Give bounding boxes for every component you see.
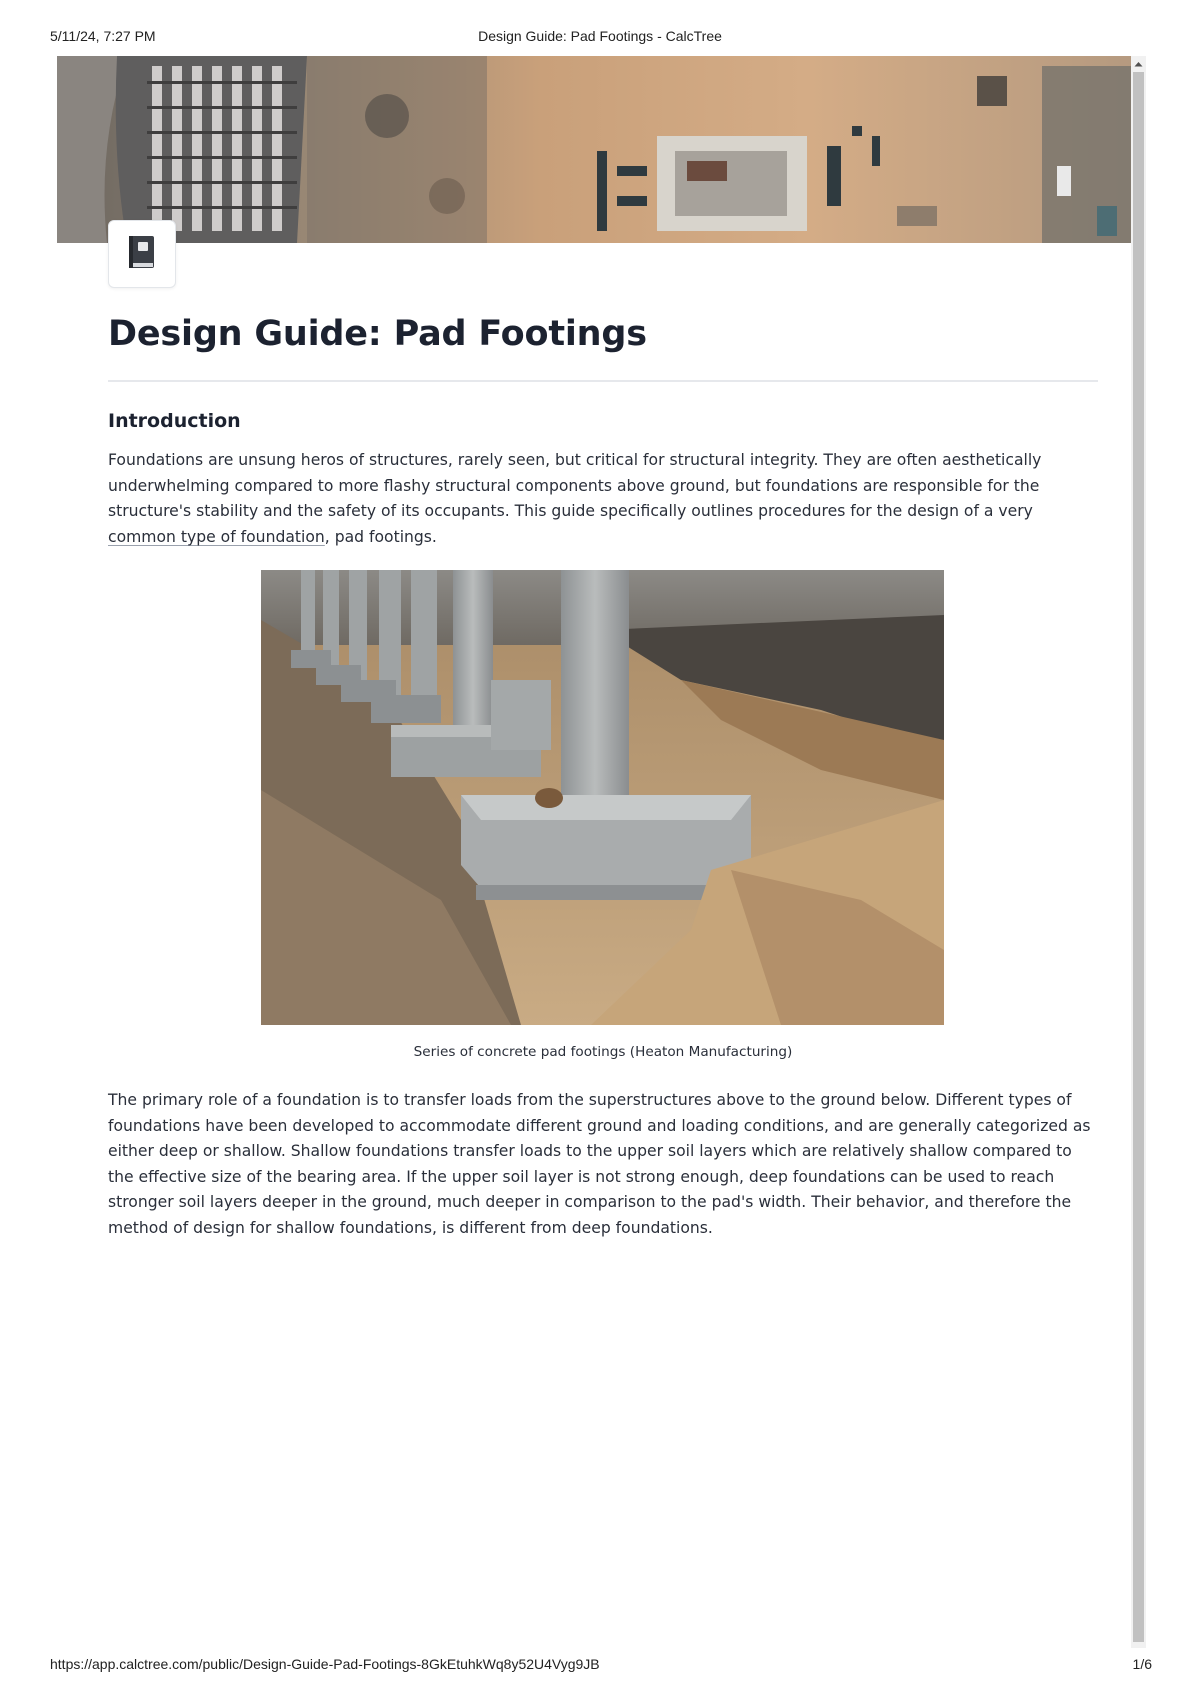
common-foundation-link[interactable]: common type of foundation	[108, 527, 325, 546]
title-divider	[108, 380, 1098, 382]
print-page-number: 1/6	[1132, 1656, 1152, 1672]
print-footer	[0, 1656, 1200, 1676]
page-title: Design Guide: Pad Footings	[108, 314, 647, 354]
page-icon-tile	[108, 220, 176, 288]
book-icon	[127, 235, 157, 273]
figure-caption: Series of concrete pad footings (Heaton Manufacturing)	[413, 1044, 793, 1060]
print-tab-title: Design Guide: Pad Footings - CalcTree	[478, 28, 722, 44]
cover-banner-image	[57, 56, 1131, 243]
print-header	[0, 28, 1200, 48]
pad-footings-photo	[261, 570, 944, 1025]
scrollbar-thumb[interactable]	[1133, 72, 1144, 1642]
intro-text-end: , pad footings.	[324, 527, 437, 546]
body-paragraph: The primary role of a foundation is to transfer loads from the superstructures above to the ground below. Different types of foundations have been developed to accommodate different ground and loading conditions, and are generally categorized as either deep or shallow. Shallow foundations transfer loads to the upper soil layers which are relatively shallow compared to the effective size of the bearing area. If the upper soil layer is not strong enough, deep foundations can be used to reach stronger soil layers deeper in the ground, much deeper in comparison to the pad's width. Their behavior, and therefore the method of design for shallow foundations, is different from deep foundations.	[108, 1091, 1091, 1237]
vertical-scrollbar[interactable]	[1131, 56, 1146, 1648]
intro-text: Foundations are unsung heros of structures, rarely seen, but critical for structural integrity. They are often aesthetically underwhelming compared to more flashy structural components above ground, but foundations are responsible for the structure's stability and the safety of its occupants. This guide specifically outlines procedures for the design of a very	[108, 451, 1042, 521]
section-heading-introduction: Introduction	[108, 410, 241, 432]
chevron-up-icon[interactable]	[1131, 56, 1146, 71]
print-url: https://app.calctree.com/public/Design-Guide-Pad-Footings-8GkEtuhkWq8y52U4Vyg9JB	[50, 1656, 600, 1672]
intro-paragraph	[108, 448, 1098, 550]
page-content	[108, 300, 1098, 550]
print-datetime: 5/11/24, 7:27 PM	[50, 28, 156, 44]
